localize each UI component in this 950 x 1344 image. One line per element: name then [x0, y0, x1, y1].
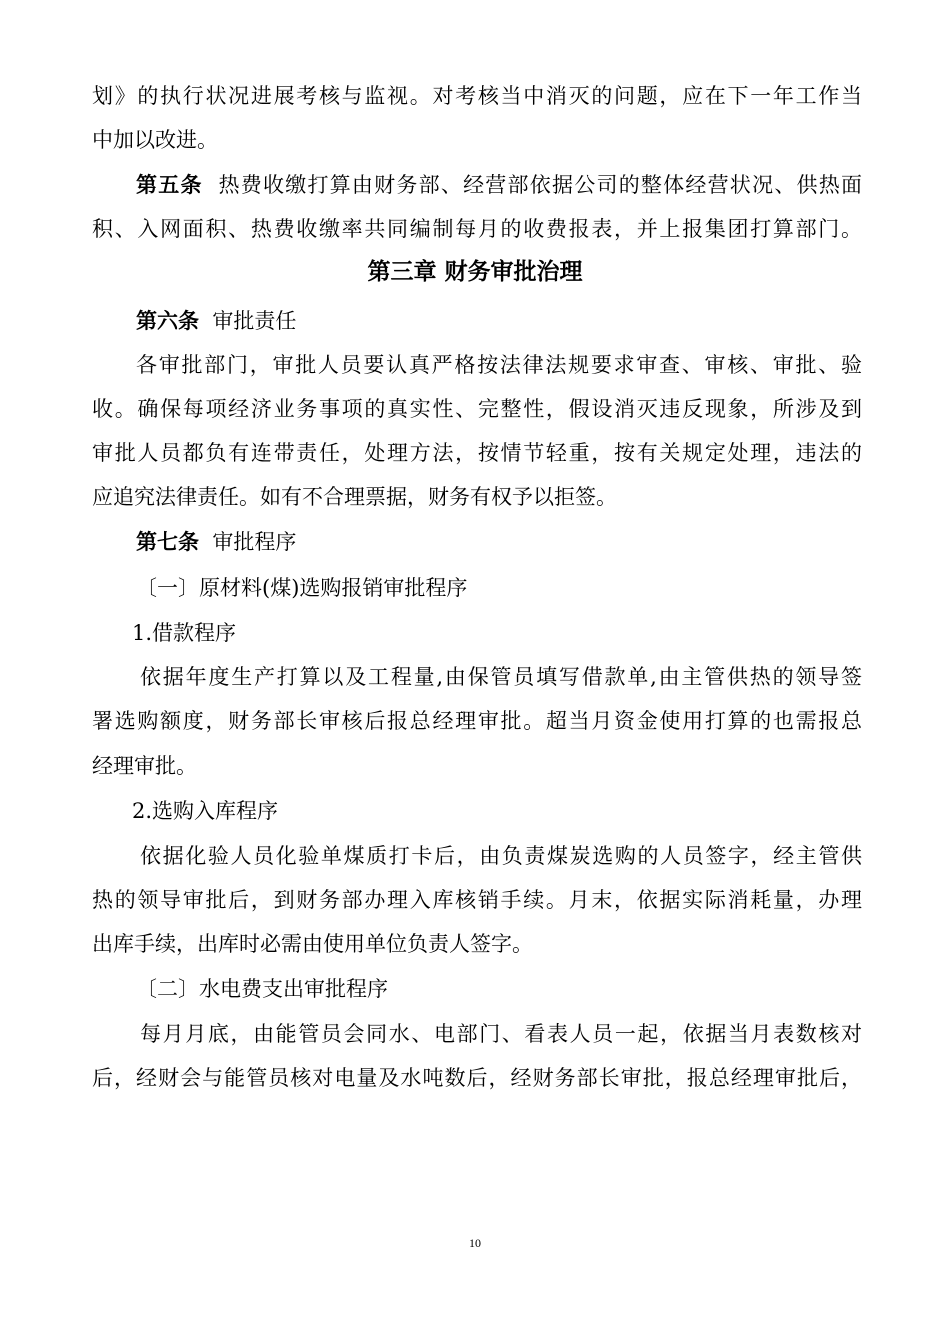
paragraph-line: 每月月底，由能管员会同水、电部门、看表人员一起，依据当月表数核对	[140, 1022, 862, 1046]
paragraph-line: 后，经财会与能管员核对电量及水吨数后，经财务部长审批，报总经理审批后，	[92, 1066, 862, 1090]
chapter-title: 第三章 财务审批治理	[367, 259, 583, 285]
article-7-label: 第七条	[136, 530, 199, 554]
article-5-label: 第五条	[136, 173, 203, 197]
section-heading: 〔一〕原材料(煤)选购报销审批程序	[136, 576, 468, 600]
article-5-line	[136, 170, 862, 200]
article-6-text: 审批责任	[212, 309, 297, 333]
paragraph-line: 积、入网面积、热费收缴率共同编制每月的收费报表，并上报集团打算部门。	[92, 217, 862, 241]
subsection-heading: 1.借款程序	[132, 621, 237, 645]
article-7-text: 审批程序	[212, 530, 297, 554]
paragraph-line: 热的领导审批后，到财务部办理入库核销手续。月末，依据实际消耗量，办理	[92, 888, 862, 912]
paragraph-line: 应追究法律责任。如有不合理票据，财务有权予以拒签。	[92, 485, 617, 509]
paragraph-line: 各审批部门，审批人员要认真严格按法律法规要求审查、审核、审批、验	[136, 353, 862, 377]
paragraph-line: 收。确保每项经济业务事项的真实性、完整性，假设消灭违反现象，所涉及到	[92, 397, 862, 421]
paragraph-line: 出库手续，出库时必需由使用单位负责人签字。	[92, 932, 533, 956]
article-6-line	[136, 306, 862, 336]
article-5-text: 热费收缴打算由财务部、经营部依据公司的整体经营状况、供热面	[218, 173, 863, 197]
article-7-line	[136, 527, 862, 557]
section-heading: 〔二〕水电费支出审批程序	[136, 977, 388, 1001]
paragraph-line: 经理审批。	[92, 754, 197, 778]
paragraph-line: 署选购额度，财务部长审核后报总经理审批。超当月资金使用打算的也需报总	[92, 709, 862, 733]
paragraph-line: 划》的执行状况进展考核与监视。对考核当中消灭的问题，应在下一年工作当	[92, 84, 862, 108]
paragraph-line: 中加以改进。	[92, 128, 218, 152]
page-number: 10	[469, 1236, 481, 1250]
paragraph-line: 依据年度生产打算以及工程量,由保管员填写借款单,由主管供热的领导签	[140, 665, 862, 689]
article-6-label: 第六条	[136, 309, 199, 333]
subsection-heading: 2.选购入库程序	[132, 799, 279, 823]
paragraph-line: 依据化验人员化验单煤质打卡后，由负责煤炭选购的人员签字，经主管供	[140, 844, 862, 868]
paragraph-line: 审批人员都负有连带责任，处理方法，按情节轻重，按有关规定处理，违法的	[92, 441, 862, 465]
